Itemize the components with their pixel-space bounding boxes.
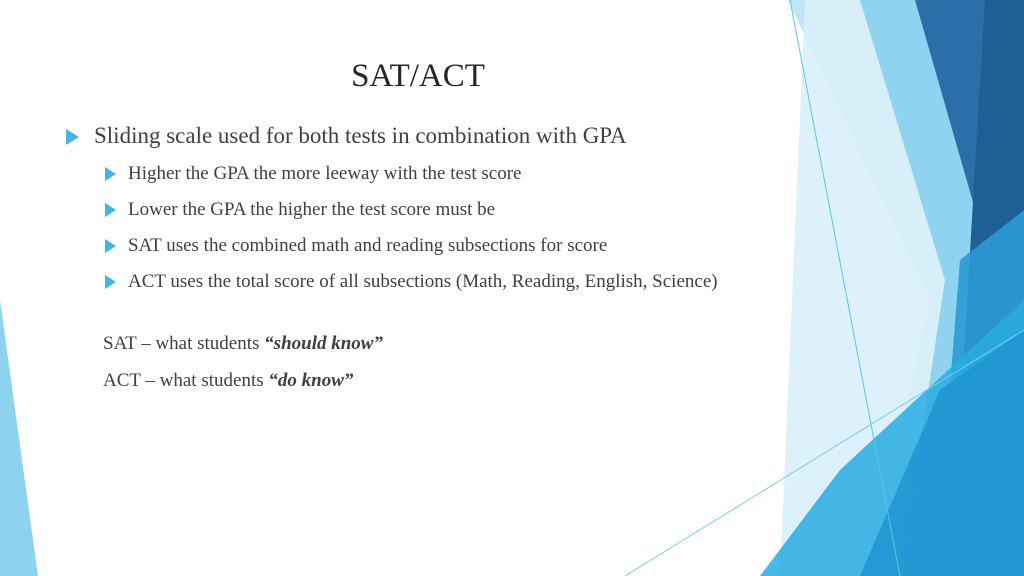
act-note [103,368,353,393]
triangle-bullet-icon [105,167,116,181]
sub-bullet [105,233,607,258]
sat-note-emphasis: “should know” [264,333,383,354]
sub-bullet-text: ACT uses the total score of all subsections (Math, Reading, English, Science) [128,271,718,292]
main-bullet-text: Sliding scale used for both tests in combination with GPA [94,123,627,148]
sat-note [103,331,383,356]
act-note-emphasis: “do know” [268,370,354,391]
sub-bullet-text: SAT uses the combined math and reading subsections for score [128,235,608,256]
sub-bullet [105,161,521,186]
triangle-bullet-icon [105,239,116,253]
sub-bullet-text: Higher the GPA the more leeway with the test score [128,163,522,184]
triangle-bullet-icon [66,129,79,145]
triangle-bullet-icon [105,275,116,289]
sat-note-text: SAT – what students [103,333,265,354]
sub-bullet [105,197,495,222]
triangle-bullet-icon [105,203,116,217]
sub-bullet [105,269,725,294]
act-note-text: ACT – what students [103,370,269,391]
slide-title: SAT/ACT [351,58,485,94]
main-bullet [66,121,627,151]
sub-bullet-text: Lower the GPA the higher the test score must be [128,199,496,220]
